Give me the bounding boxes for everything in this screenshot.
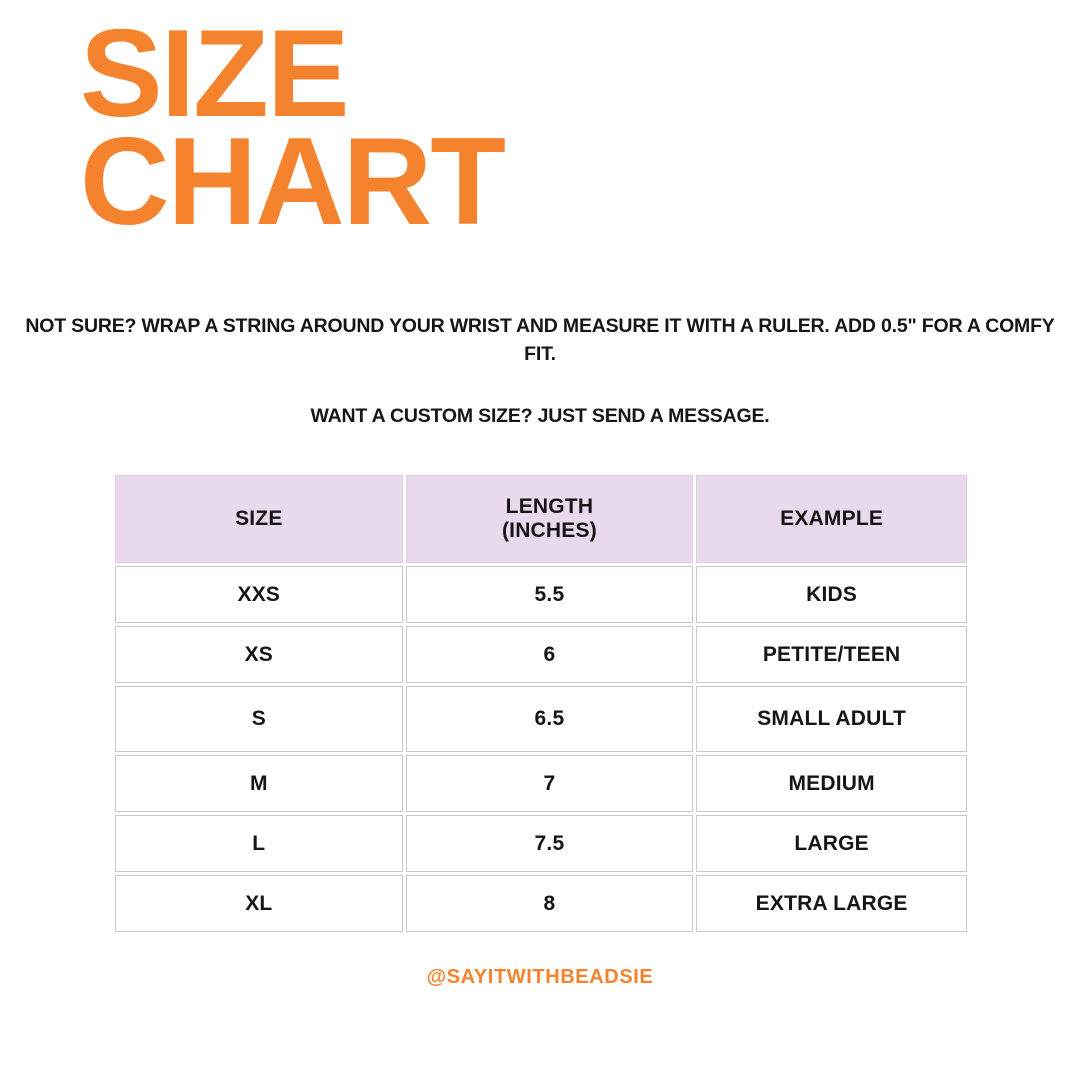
- title-line-size: SIZE: [80, 5, 348, 143]
- intro-text: [0, 312, 1080, 430]
- size-table: [112, 472, 970, 935]
- cell-example: LARGE: [696, 815, 967, 872]
- cell-example: SMALL ADULT: [696, 686, 967, 752]
- table-row: [115, 686, 967, 752]
- column-header-length-main: LENGTH: [505, 494, 594, 518]
- table-header-row: [115, 475, 967, 563]
- cell-example: PETITE/TEEN: [696, 626, 967, 683]
- intro-line-1: NOT SURE? WRAP A STRING AROUND YOUR WRIST AND MEASURE IT WITH A RULER. ADD 0.5" FOR A COMFY FIT.: [25, 315, 1055, 366]
- cell-example: MEDIUM: [696, 755, 967, 812]
- size-table-container: [112, 472, 970, 935]
- cell-length: 6: [406, 626, 694, 683]
- cell-size: XXS: [115, 566, 403, 623]
- table-header: [115, 475, 967, 563]
- column-header-length: [406, 475, 694, 563]
- cell-size: L: [115, 815, 403, 872]
- table-row: [115, 755, 967, 812]
- title-line-chart: CHART: [80, 113, 504, 252]
- page-title: [80, 5, 504, 252]
- cell-length: 5.5: [406, 566, 694, 623]
- table-body: [115, 566, 967, 932]
- cell-size: XS: [115, 626, 403, 683]
- intro-line-2: WANT A CUSTOM SIZE? JUST SEND A MESSAGE.: [310, 404, 770, 427]
- table-row: [115, 815, 967, 872]
- cell-length: 6.5: [406, 686, 694, 752]
- cell-length: 7: [406, 755, 694, 812]
- table-row: [115, 626, 967, 683]
- table-row: [115, 875, 967, 932]
- cell-size: M: [115, 755, 403, 812]
- table-row: [115, 566, 967, 623]
- cell-length: 7.5: [406, 815, 694, 872]
- cell-length: 8: [406, 875, 694, 932]
- cell-example: EXTRA LARGE: [696, 875, 967, 932]
- column-header-example: EXAMPLE: [696, 475, 967, 563]
- cell-size: S: [115, 686, 403, 752]
- social-handle: @SAYITWITHBEADSIE: [426, 966, 654, 988]
- cell-example: KIDS: [696, 566, 967, 623]
- cell-size: XL: [115, 875, 403, 932]
- column-header-length-units: (INCHES): [501, 519, 597, 542]
- column-header-size: SIZE: [115, 475, 403, 563]
